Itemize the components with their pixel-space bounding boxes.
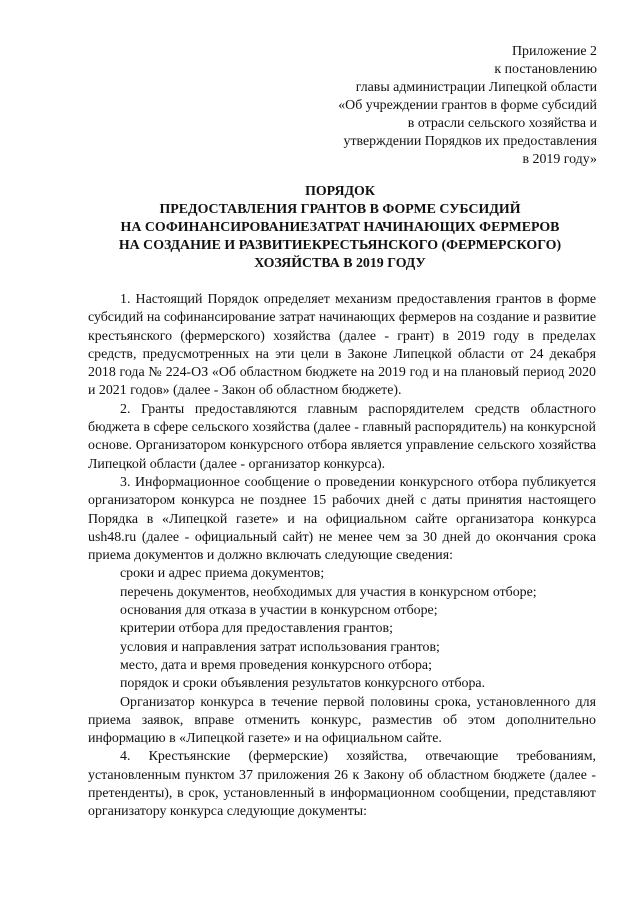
paragraph-4: 4. Крестьянские (фермерские) хозяйства, отвечающие требованиям, установленным пунктом 37 приложения 26 к Закону об областном бюджете (далее - претенденты), в срок, установленный в информационном сообщении, представляют организатору конкурса следующие документы: (88, 749, 596, 820)
list-item: основания для отказа в участии в конкурсном отборе; (120, 603, 438, 619)
title-line: НА СОФИНАНСИРОВАНИЕЗАТРАТ НАЧИНАЮЩИХ ФЕРМЕРОВ (120, 220, 560, 235)
appendix-line: «Об учреждении грантов в форме субсидий (338, 98, 597, 113)
title-line: ПОРЯДОК (305, 184, 375, 199)
title-line: ХОЗЯЙСТВА В 2019 ГОДУ (254, 256, 426, 271)
paragraph-1: 1. Настоящий Порядок определяет механизм предоставления грантов в форме субсидий на софинансирование затрат начинающих фермеров на создание и развитие крестьянского (фермерского) хозяйства (далее - грант) в 2019 году в пределах средств, предусмотренных на эти цели в Законе Липецкой области от 24 декабря 2018 года № 224-ОЗ «Об областном бюджете на 2019 год и на плановый период 2020 и 2021 годов» (далее - Закон об областном бюджете). (88, 292, 596, 399)
paragraph-3: 3. Информационное сообщение о проведении конкурсного отбора публикуется организатором конкурса не позднее 15 рабочих дней с даты принятия настоящего Порядка в «Липецкой газете» и на официальном сайте организатора конкурса ush48.ru (далее - официальный сайт) не менее чем за 30 дней до окончания срока приема документов и должно включать следующие сведения: (88, 474, 596, 564)
appendix-line: Приложение 2 (512, 44, 597, 59)
title-line: ПРЕДОСТАВЛЕНИЯ ГРАНТОВ В ФОРМЕ СУБСИДИЙ (159, 202, 521, 217)
appendix-line: главы администрации Липецкой области (355, 80, 597, 95)
list-item: условия и направления затрат использования грантов; (120, 639, 440, 655)
list-item: перечень документов, необходимых для участия в конкурсном отборе; (120, 584, 537, 600)
paragraph-organizer: Организатор конкурса в течение первой половины срока, установленного для приема заявок, вправе отменить конкурс, разместив об этом дополнительно информацию в «Липецкой газете» и на официальном сайте. (88, 694, 596, 747)
appendix-header (300, 43, 597, 169)
list-item: место, дата и время проведения конкурсного отбора; (120, 657, 432, 673)
appendix-line: утверждении Порядков их предоставления (343, 134, 597, 149)
appendix-line: к постановлению (494, 62, 597, 77)
document-title (60, 183, 620, 273)
list-item: порядок и сроки объявления результатов конкурсного отбора. (120, 676, 486, 692)
list-item: критерии отбора для предоставления грантов; (120, 621, 393, 637)
list-item: сроки и адрес приема документов; (120, 566, 325, 582)
document-body (88, 291, 596, 822)
title-line: НА СОЗДАНИЕ И РАЗВИТИЕКРЕСТЬЯНСКОГО (ФЕРМЕРСКОГО) (118, 238, 562, 253)
appendix-line: в отрасли сельского хозяйства и (407, 116, 597, 131)
appendix-line: в 2019 году» (522, 152, 597, 167)
paragraph-2: 2. Гранты предоставляются главным распорядителем средств областного бюджета в сфере сельского хозяйства (далее - главный распорядитель) на конкурсной основе. Организатором конкурсного отбора является управление сельского хозяйства Липецкой области (далее - организатор конкурса). (88, 401, 596, 472)
